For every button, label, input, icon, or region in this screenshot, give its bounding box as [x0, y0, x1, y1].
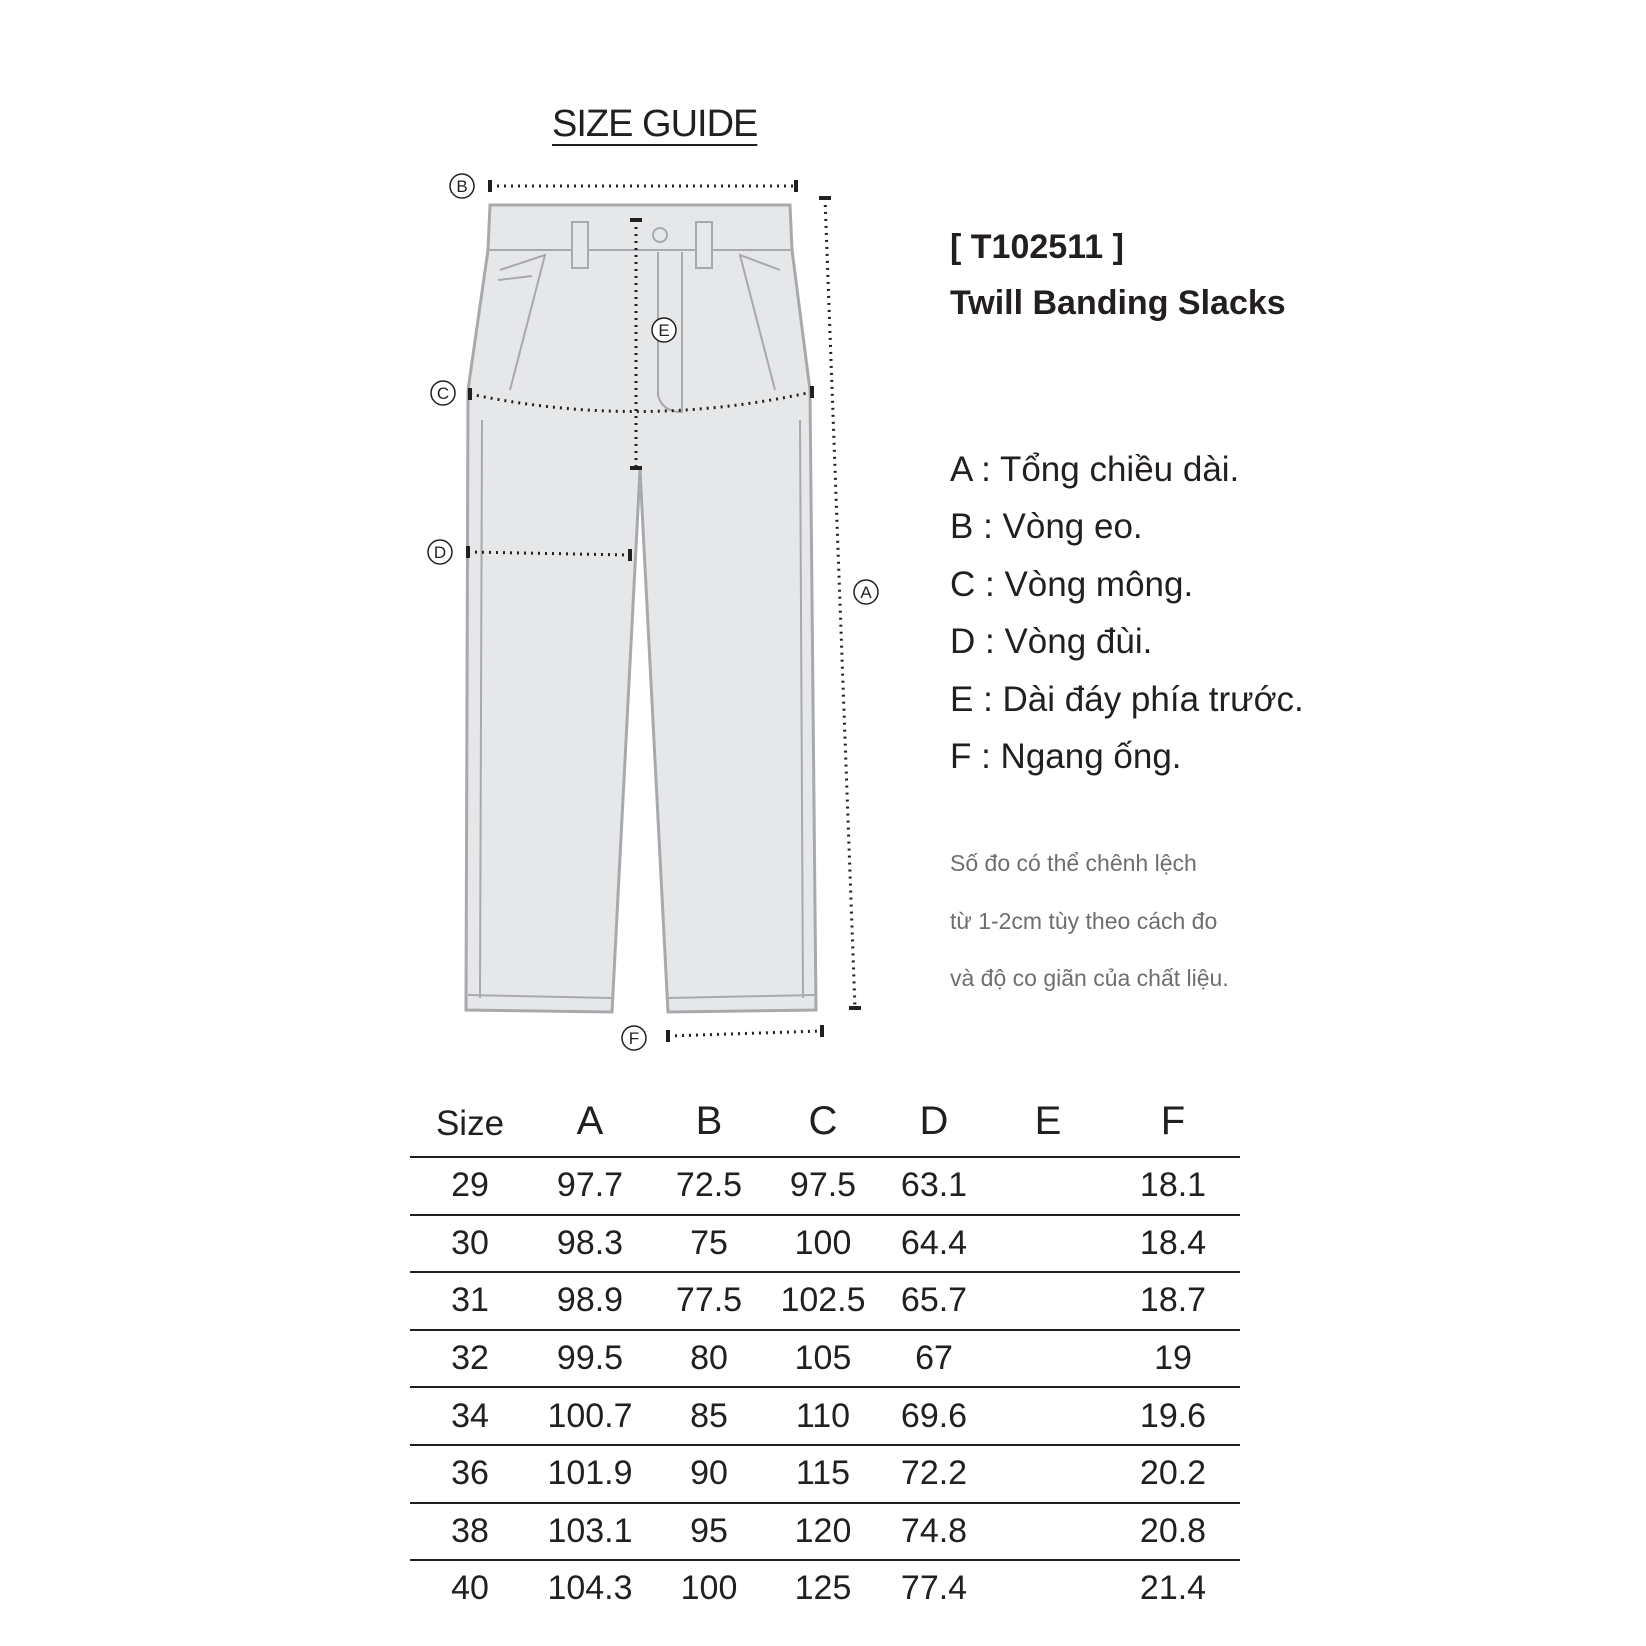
- marker-c-label: C: [436, 384, 450, 403]
- note-line: từ 1-2cm tùy theo cách đo: [950, 907, 1218, 934]
- cell-f: 20.8: [1106, 1503, 1240, 1561]
- legend-item-a: A : Tổng chiều dài.: [950, 450, 1240, 489]
- cell-d: 69.6: [878, 1387, 990, 1445]
- cell-e: [990, 1503, 1106, 1561]
- cell-e: [990, 1330, 1106, 1388]
- cell-f: 18.1: [1106, 1157, 1240, 1215]
- cell-f: 19.6: [1106, 1387, 1240, 1445]
- table-row: [410, 1445, 1240, 1503]
- cell-d: 72.2: [878, 1445, 990, 1503]
- cell-c: 105: [768, 1330, 878, 1388]
- cell-b: 90: [650, 1445, 768, 1503]
- product-name: Twill Banding Slacks: [950, 284, 1286, 322]
- pants-illustration: [466, 205, 816, 1012]
- cell-b: 95: [650, 1503, 768, 1561]
- measurement-legend: [950, 450, 1304, 794]
- cell-size: 36: [410, 1445, 530, 1503]
- table-row: [410, 1560, 1240, 1617]
- cell-a: 104.3: [547, 1569, 633, 1608]
- cell-f: 21.4: [1139, 1569, 1207, 1608]
- marker-f: [622, 1026, 646, 1050]
- cell-a: 101.9: [530, 1445, 650, 1503]
- marker-f-label: F: [628, 1029, 640, 1048]
- belt-loop-left: [572, 222, 588, 268]
- pants-outline: [466, 205, 816, 1012]
- cell-c: 100: [768, 1215, 878, 1273]
- cell-size: 29: [410, 1157, 530, 1215]
- header-f: F: [1106, 1074, 1240, 1157]
- legend-item-c: C : Vòng mông.: [950, 564, 1194, 604]
- page-title: SIZE GUIDE: [552, 103, 758, 146]
- cell-d: 77.4: [900, 1569, 968, 1608]
- cell-size: 34: [410, 1387, 530, 1445]
- measure-line-a: [825, 198, 855, 1008]
- cell-e: [990, 1215, 1106, 1273]
- marker-b-label: B: [456, 177, 468, 196]
- cell-b: 100: [680, 1569, 738, 1608]
- cell-c: 102.5: [768, 1272, 878, 1330]
- table-row: [410, 1215, 1240, 1273]
- product-code: [ T102511 ]: [950, 228, 1124, 266]
- header-size: Size: [410, 1074, 530, 1157]
- cell-b: 85: [650, 1387, 768, 1445]
- cell-e: [990, 1445, 1106, 1503]
- marker-a-label: A: [860, 583, 872, 602]
- note-line: Số đo có thể chênh lệch: [950, 850, 1197, 876]
- note-line: và độ co giãn của chất liệu.: [950, 965, 1229, 991]
- cell-e: [990, 1560, 1106, 1617]
- cell-d: 74.8: [878, 1503, 990, 1561]
- legend-item-b: B : Vòng eo.: [950, 507, 1143, 547]
- cell-a: 98.3: [530, 1215, 650, 1273]
- marker-d: [428, 540, 452, 564]
- legend-item-f: F : Ngang ống.: [950, 736, 1182, 776]
- cell-f: 19: [1106, 1330, 1240, 1388]
- cell-f: 20.2: [1106, 1445, 1240, 1503]
- cell-e: [990, 1387, 1106, 1445]
- size-table: [410, 1074, 1240, 1617]
- cell-a: 99.5: [530, 1330, 650, 1388]
- table-row: [410, 1503, 1240, 1561]
- cell-a: 98.9: [530, 1272, 650, 1330]
- marker-c: [431, 381, 455, 405]
- legend-item-e: E : Dài đáy phía trước.: [950, 679, 1304, 719]
- cell-size: 30: [410, 1215, 530, 1273]
- table-row: [410, 1157, 1240, 1215]
- header-b: B: [650, 1074, 768, 1157]
- cell-size: 38: [410, 1503, 530, 1561]
- cell-c: 125: [794, 1569, 852, 1608]
- marker-a: [854, 580, 878, 604]
- cell-a: 103.1: [530, 1503, 650, 1561]
- cell-a: 97.7: [530, 1157, 650, 1215]
- cell-d: 67: [878, 1330, 990, 1388]
- table-row: [410, 1272, 1240, 1330]
- cell-e: [990, 1157, 1106, 1215]
- header-e: E: [990, 1074, 1106, 1157]
- table-body: [410, 1157, 1240, 1617]
- marker-d-label: D: [433, 543, 447, 562]
- marker-e-label: E: [658, 321, 670, 340]
- cell-size: 40: [451, 1569, 489, 1608]
- cell-b: 77.5: [650, 1272, 768, 1330]
- table-row: [410, 1330, 1240, 1388]
- measure-line-f: [668, 1031, 822, 1036]
- cell-b: 72.5: [650, 1157, 768, 1215]
- cell-d: 65.7: [878, 1272, 990, 1330]
- cell-c: 120: [768, 1503, 878, 1561]
- cell-d: 64.4: [878, 1215, 990, 1273]
- legend-item-d: D : Vòng đùi.: [950, 622, 1153, 662]
- cell-d: 63.1: [878, 1157, 990, 1215]
- cell-c: 110: [768, 1387, 878, 1445]
- header-d: D: [878, 1074, 990, 1157]
- cell-b: 75: [650, 1215, 768, 1273]
- cell-c: 115: [768, 1445, 878, 1503]
- cell-size: 31: [410, 1272, 530, 1330]
- header-a: A: [530, 1074, 650, 1157]
- cell-b: 80: [650, 1330, 768, 1388]
- table-row: [410, 1387, 1240, 1445]
- cell-size: 32: [410, 1330, 530, 1388]
- belt-loop-right: [696, 222, 712, 268]
- cell-f: 18.7: [1106, 1272, 1240, 1330]
- cell-c: 97.5: [768, 1157, 878, 1215]
- table-header-row: [410, 1074, 1240, 1157]
- measurement-note: [950, 848, 1229, 1021]
- marker-e: [652, 318, 676, 342]
- header-c: C: [768, 1074, 878, 1157]
- cell-e: [990, 1272, 1106, 1330]
- cell-a: 100.7: [530, 1387, 650, 1445]
- cell-f: 18.4: [1106, 1215, 1240, 1273]
- marker-b: [450, 174, 474, 198]
